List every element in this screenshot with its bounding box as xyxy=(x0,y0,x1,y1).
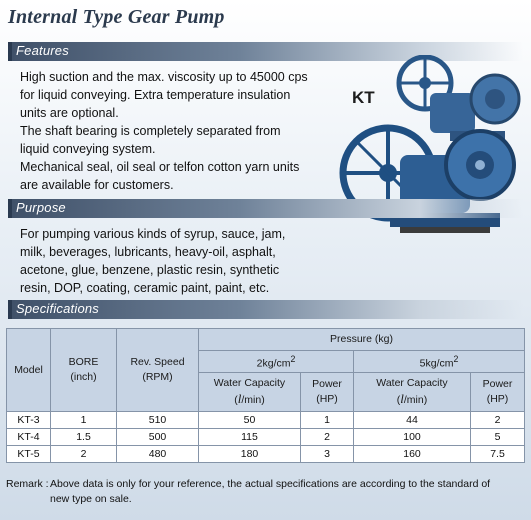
cell-power-5kg: 5 xyxy=(471,429,525,446)
table-row xyxy=(7,412,525,429)
purpose-line: For pumping various kinds of syrup, sauce, jam, xyxy=(20,227,286,241)
header-2kg-label: 2kg/cm xyxy=(256,357,291,370)
liter-glyph: l xyxy=(237,391,242,406)
features-line: The shaft bearing is completely separated from xyxy=(20,124,281,138)
header-power-unit: (HP) xyxy=(486,393,509,405)
header-bore-unit: (inch) xyxy=(70,371,97,383)
header-pressure-5kg xyxy=(354,351,525,373)
cell-model: KT-3 xyxy=(7,412,51,429)
header-speed xyxy=(117,329,199,412)
cell-power-2kg: 1 xyxy=(301,412,354,429)
features-line: units are optional. xyxy=(20,106,119,120)
table-row xyxy=(7,446,525,463)
table-header-row xyxy=(7,329,525,351)
header-bore xyxy=(51,329,117,412)
purpose-text xyxy=(20,225,285,297)
cell-water-5kg: 44 xyxy=(354,412,471,429)
header-water-unit-post: /min) xyxy=(403,394,428,406)
remark xyxy=(6,477,490,507)
header-model: Model xyxy=(7,329,51,412)
header-water-capacity-5kg xyxy=(354,373,471,412)
header-water-label: Water Capacity xyxy=(376,377,448,389)
features-line: liquid conveying system. xyxy=(20,142,156,156)
cell-power-5kg: 7.5 xyxy=(471,446,525,463)
header-water-label: Water Capacity xyxy=(213,377,286,389)
header-bore-label: BORE xyxy=(68,356,99,368)
header-pressure: Pressure (kg) xyxy=(199,329,525,351)
cell-model: KT-5 xyxy=(7,446,51,463)
header-power-5kg xyxy=(471,373,525,412)
cell-water-2kg: 50 xyxy=(199,412,301,429)
cell-bore: 2 xyxy=(51,446,117,463)
purpose-line: milk, beverages, lubricants, heavy-oil, asphalt, xyxy=(20,245,276,259)
liter-glyph: l xyxy=(400,391,404,406)
header-2kg-sup: 2 xyxy=(290,353,296,364)
features-line: for liquid conveying. Extra temperature insulation xyxy=(20,88,291,102)
cell-model: KT-4 xyxy=(7,429,51,446)
cell-bore: 1.5 xyxy=(51,429,117,446)
header-5kg-sup: 2 xyxy=(453,353,459,364)
page-title: Internal Type Gear Pump xyxy=(8,6,225,28)
cell-water-5kg: 160 xyxy=(354,446,471,463)
cell-water-2kg: 180 xyxy=(199,446,301,463)
cell-speed: 480 xyxy=(117,446,199,463)
header-pressure-2kg xyxy=(199,351,354,373)
remark-text-line1: Above data is only for your reference, the actual specifications are according to the standard of xyxy=(50,478,491,490)
header-water-unit-pre: ( xyxy=(396,394,401,406)
features-heading: Features xyxy=(16,43,69,58)
purpose-line: resin, DOP, coating, ceramic paint, paint, etc. xyxy=(20,281,270,295)
purpose-line: acetone, glue, benzene, plastic resin, synthetic xyxy=(20,263,280,277)
remark-text-line2: new type on sale. xyxy=(50,493,132,505)
cell-power-5kg: 2 xyxy=(471,412,525,429)
features-line: Mechanical seal, oil seal or telfon cotton yarn units xyxy=(20,160,300,174)
header-speed-unit: (RPM) xyxy=(142,371,173,383)
cell-water-2kg: 115 xyxy=(199,429,301,446)
features-line: are available for customers. xyxy=(20,178,174,192)
cell-speed: 500 xyxy=(117,429,199,446)
header-water-capacity-2kg xyxy=(199,373,301,412)
features-text xyxy=(20,68,308,194)
product-label: KT xyxy=(352,88,375,107)
pump-image xyxy=(330,55,525,250)
specifications-heading: Specifications xyxy=(16,301,100,316)
specifications-table xyxy=(6,328,525,463)
gear-pump-illustration xyxy=(330,55,525,250)
header-water-unit-pre: ( xyxy=(234,394,238,406)
cell-water-5kg: 100 xyxy=(354,429,471,446)
features-line: High suction and the max. viscosity up to 45000 cps xyxy=(20,70,308,84)
purpose-heading-bar xyxy=(8,199,523,218)
header-power-label: Power xyxy=(482,378,513,390)
cell-power-2kg: 3 xyxy=(301,446,354,463)
header-speed-label: Rev. Speed xyxy=(130,356,185,368)
header-power-label: Power xyxy=(312,378,342,390)
specifications-heading-bar xyxy=(8,300,523,319)
purpose-heading: Purpose xyxy=(16,200,66,215)
cell-power-2kg: 2 xyxy=(301,429,354,446)
header-5kg-label: 5kg/cm xyxy=(419,357,454,370)
header-power-unit: (HP) xyxy=(316,393,338,405)
remark-label: Remark : xyxy=(6,478,49,490)
cell-speed: 510 xyxy=(117,412,199,429)
cell-bore: 1 xyxy=(51,412,117,429)
table-row xyxy=(7,429,525,446)
header-power-2kg xyxy=(301,373,354,412)
header-water-unit-post: /min) xyxy=(241,394,265,406)
